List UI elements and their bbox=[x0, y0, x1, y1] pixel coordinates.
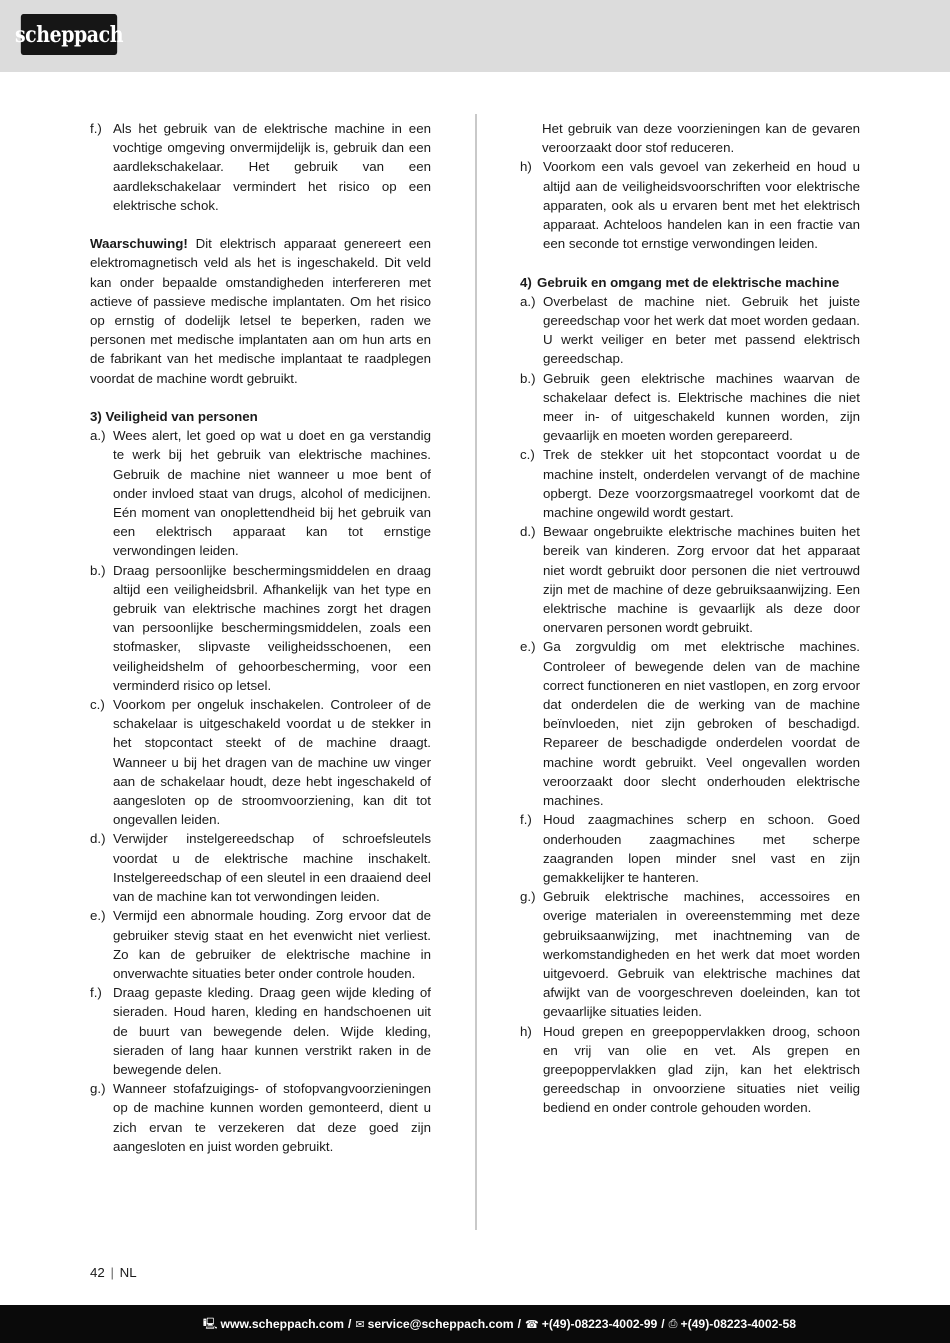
item-text: Wees alert, let goed op wat u doet en ga verstandig te werk bij het gebruik van elektrische machines. Gebruik de machine niet wanneer u moe bent of onder invloed staat van drugs, alcohol of medicijnen. Eén moment van onoplettendheid bij het gebruik van een elektrisch apparaat kan tot ernstige verwondingen leiden. bbox=[113, 428, 431, 559]
warning-label: Waarschuwing! bbox=[90, 236, 188, 252]
list-item bbox=[90, 119, 431, 215]
item-text: Overbelast de machine niet. Gebruik het juiste gereedschap voor het werk dat moet worden gedaan. U werkt veiliger en beter met passend elektrisch gereedschap. bbox=[543, 293, 860, 367]
left-column bbox=[90, 119, 431, 1156]
footer-website[interactable]: www.scheppach.com bbox=[220, 1317, 344, 1331]
computer-icon: 🖳 bbox=[202, 1317, 218, 1330]
item-text: Vermijd een abnormale houding. Zorg ervoor dat de gebruiker stevig staat en het evenwicht niet verliest. Zo kan de gebruiker de elektrische machine in onverwachte situaties beter onder controle houden. bbox=[113, 908, 431, 981]
page-number-value: 42 bbox=[90, 1265, 105, 1280]
item-label: f.) bbox=[90, 121, 102, 136]
item-text: Bewaar ongebruikte elektrische machines buiten het bereik van kinderen. Zorg ervoor dat het apparaat niet wordt gebruikt door personen die niet vertrouwd zijn met de machine of deze gebruiksaanwijzing. Een elektrische machine is gevaarlijk als deze door onervaren personen wordt gebruikt. bbox=[543, 524, 860, 636]
item-label: f.) bbox=[90, 985, 102, 1001]
footer-fax: +(49)-08223-4002-58 bbox=[680, 1317, 796, 1331]
warning-text: Dit elektrisch apparaat genereert een elektromagnetisch veld als het is ingeschakeld. Dit veld kan onder bepaalde omstandigheden interfereren met actieve of passieve medische implantaten. Om het risico op ernstig of dodelijk letsel te beperken, raden we personen met medische implantaten aan om hun arts en de fabrikant van het medische implantaat te raadplegen voordat de machine wordt gebruikt. bbox=[90, 236, 431, 386]
list-item bbox=[90, 906, 431, 983]
list-item bbox=[520, 292, 860, 369]
item-label: e.) bbox=[520, 639, 536, 655]
list-item bbox=[520, 369, 860, 446]
page-number bbox=[90, 1265, 137, 1280]
scheppach-logo: scheppach bbox=[21, 14, 117, 55]
item-text: Wanneer stofafzuigings- of stofopvangvoorzieningen op de machine kunnen worden gemonteerd, dient u zich ervan te verzekeren dat deze goed zijn aangesloten en juist worden gebruikt. bbox=[113, 1081, 431, 1154]
list-item bbox=[90, 1079, 431, 1156]
item-text: Draag gepaste kleding. Draag geen wijde kleding of sieraden. Houd haren, kleding en handschoenen uit de buurt van bewegende delen. Wijde kleding, sieraden of lang haar kunnen verstrikt raken in de bewegende delen. bbox=[113, 985, 431, 1077]
item-text: Ga zorgvuldig om met elektrische machines. Controleer of bewegende delen van de machine correct functioneren en niet vastlopen, en zorg ervoor dat onderdelen die de werking van de machine beïnvloeden, niet zijn gebroken of beschadigd. Repareer de beschadigde onderdelen voordat de machine wordt gebruikt. Veel ongevallen worden veroorzaakt door slecht onderhouden elektrische machines. bbox=[543, 639, 860, 809]
item-label: c.) bbox=[90, 697, 105, 713]
item-text: Gebruik geen elektrische machines waarvan de schakelaar defect is. Elektrische machines die niet meer in- of uitgeschakeld kunnen worden, zijn gevaarlijk en moeten worden gerepareerd. bbox=[543, 370, 860, 444]
item-text: Draag persoonlijke beschermingsmiddelen en draag altijd een veiligheidsbril. Afhankelijk van het type en gebruik van elektrische machines zorgt het dragen van persoonlijke beschermingsmiddelen, zoals een stofmasker, slipvaste veiligheidsschoenen, een veiligheidshelm of gehoorbescherming, voor een verminderd risico op letsel. bbox=[113, 562, 431, 693]
item-label: c.) bbox=[520, 447, 535, 463]
section-title: Gebruik en omgang met de elektrische machine bbox=[537, 274, 840, 290]
item-label: g.) bbox=[520, 889, 536, 905]
section-number: 4) bbox=[520, 274, 532, 290]
warning-paragraph bbox=[90, 234, 431, 388]
item-label: a.) bbox=[520, 293, 536, 309]
item-label: g.) bbox=[90, 1081, 106, 1097]
phone-icon: ☎ bbox=[525, 1318, 539, 1331]
item-label: h) bbox=[520, 1023, 532, 1039]
right-column bbox=[520, 119, 860, 1118]
item-text: Gebruik elektrische machines, accessoires en overige materialen in overeenstemming met deze gebruiksaanwijzing, met inachtneming van de werkomstandigheden en het werk dat moet worden uitgevoerd. Gebruik van elektrische machines dat afwijkt van de voorgeschreven doeleinden, kan tot gevaarlijke situaties leiden. bbox=[543, 889, 860, 1020]
item-text: Verwijder instelgereedschap of schroefsleutels voordat u de elektrische machine inschakelt. Instelgereedschap of een sleutel in een draaiend deel van de machine kan tot verwondingen leiden. bbox=[113, 831, 431, 905]
section-heading: 3) Veiligheid van personen bbox=[90, 409, 258, 425]
item-label: d.) bbox=[90, 831, 106, 847]
list-item bbox=[520, 887, 860, 1021]
item-text: Als het gebruik van de elektrische machine in een vochtige omgeving onvermijdelijk is, gebruik dan een aardlekschakelaar. Het gebruik van een aardlekschakelaar vermindert het risico op een elektrische schok. bbox=[113, 121, 431, 213]
page-separator: | bbox=[110, 1265, 114, 1280]
list-item bbox=[520, 1022, 860, 1118]
section-heading bbox=[520, 273, 860, 292]
list-item bbox=[520, 810, 860, 887]
page-header bbox=[0, 0, 950, 72]
item-text: Houd zaagmachines scherp en schoon. Goed onderhouden zaagmachines met scherpe zaagranden lopen minder snel vast en zijn gemakkelijker te hanteren. bbox=[543, 812, 860, 885]
footer-email[interactable]: service@scheppach.com bbox=[367, 1317, 514, 1331]
footer-phone: +(49)-08223-4002-99 bbox=[541, 1317, 658, 1331]
item-label: f.) bbox=[520, 812, 532, 828]
item-text: Trek de stekker uit het stopcontact voordat u de machine instelt, onderdelen vervangt of de machine opbergt. Deze voorzorgsmaatregel voorkomt dat de machine ongewild wordt gestart. bbox=[543, 447, 860, 521]
item-text: Houd grepen en greepoppervlakken droog, schoon en vrij van olie en vet. Als grepen en greepoppervlakken glad zijn, kan het elektrisch gereedschap in onvoorziene situaties niet veilig bediend en onder controle gehouden worden. bbox=[543, 1023, 860, 1116]
fax-icon: ⎙ bbox=[668, 1317, 678, 1330]
list-item bbox=[520, 157, 860, 253]
page-footer: 🖳 www.scheppach.com / ✉ service@scheppach.com / ☎ +(49)-08223-4002-99 / ⎙ +(49)-08223-4002-58 bbox=[0, 1305, 950, 1343]
list-item bbox=[90, 695, 431, 829]
list-item bbox=[90, 983, 431, 1079]
item-text: Voorkom een vals gevoel van zekerheid en houd u altijd aan de veiligheidsvoorschriften voor elektrische apparaten, ook als u ervaren bent met het elektrisch apparaat. Achteloos handelen kan in een fractie van een seconde tot ernstige verwondingen leiden. bbox=[543, 159, 860, 252]
list-item bbox=[520, 637, 860, 810]
list-item bbox=[90, 829, 431, 906]
list-item bbox=[90, 561, 431, 695]
item-label: d.) bbox=[520, 524, 536, 540]
item-label: h) bbox=[520, 159, 532, 175]
column-divider bbox=[475, 114, 477, 1230]
item-label: e.) bbox=[90, 908, 106, 924]
item-label: a.) bbox=[90, 428, 106, 444]
page-language: NL bbox=[119, 1265, 137, 1280]
list-item bbox=[520, 522, 860, 637]
item-continuation: Het gebruik van deze voorzieningen kan de gevaren veroorzaakt door stof reduceren. bbox=[542, 121, 860, 156]
list-item bbox=[520, 445, 860, 522]
item-label: b.) bbox=[520, 370, 536, 386]
mail-icon: ✉ bbox=[355, 1318, 365, 1331]
item-label: b.) bbox=[90, 562, 106, 578]
list-item bbox=[90, 426, 431, 560]
item-text: Voorkom per ongeluk inschakelen. Controleer of de schakelaar is uitgeschakeld voordat u de stekker in het stopcontact steekt of de machine draagt. Wanneer u bij het dragen van de machine uw vinger aan de schakelaar houdt, deze hebt ingeschakeld of aangesloten op de stroomvoorziening, kan dit tot ongevallen leiden. bbox=[113, 697, 431, 828]
